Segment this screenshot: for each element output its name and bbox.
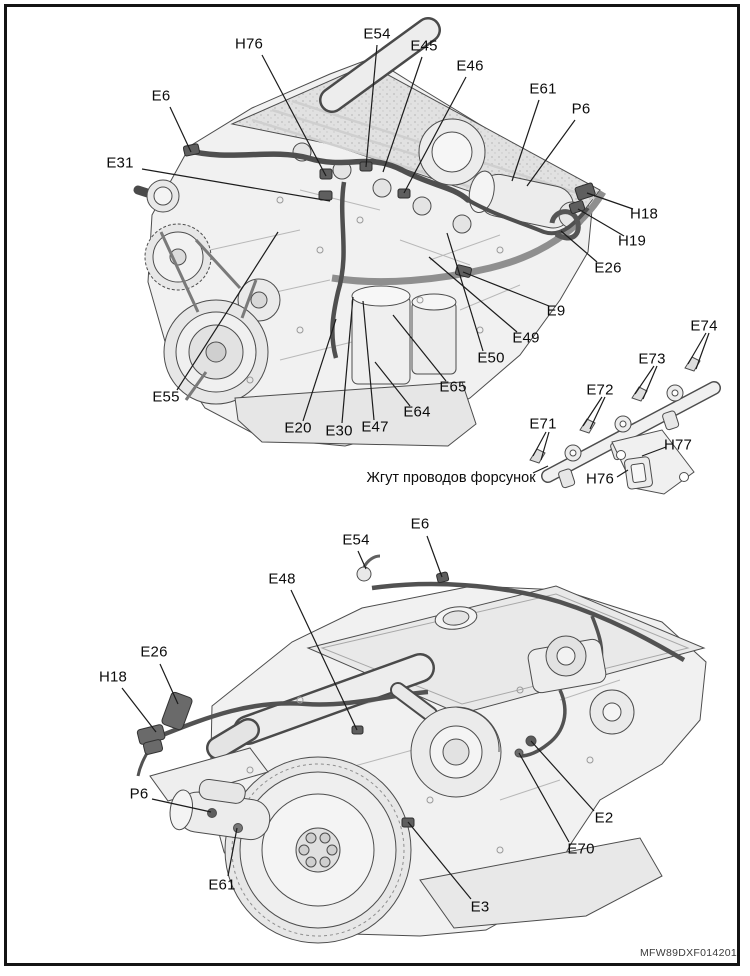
- callout-fig1-E9: E9: [546, 302, 566, 320]
- callout-harness-E72: E72: [586, 381, 614, 399]
- callout-fig2-E54: E54: [342, 531, 370, 549]
- callout-fig2-E61: E61: [208, 876, 236, 894]
- callout-fig1-E54: E54: [363, 25, 391, 43]
- callout-fig2-E2: E2: [594, 809, 614, 827]
- callout-fig1-E50: E50: [477, 349, 505, 367]
- callout-fig1-E47: E47: [361, 418, 389, 436]
- callout-fig1-E61: E61: [529, 80, 557, 98]
- callout-fig1-E46: E46: [456, 57, 484, 75]
- callout-fig1-E20: E20: [284, 419, 312, 437]
- callout-fig2-E3: E3: [470, 898, 490, 916]
- callout-fig1-H76: H76: [234, 35, 264, 53]
- callout-fig1-E55: E55: [152, 388, 180, 406]
- callout-harness-E73: E73: [638, 350, 666, 368]
- callout-fig2-E26: E26: [140, 643, 168, 661]
- callout-harness-E71: E71: [529, 415, 557, 433]
- callout-fig1-E6: E6: [151, 87, 171, 105]
- callout-fig1-E64: E64: [403, 403, 431, 421]
- callout-fig1-E30: E30: [325, 422, 353, 440]
- callout-fig1-E26: E26: [594, 259, 622, 277]
- callout-fig1-H18: H18: [629, 205, 659, 223]
- callout-fig1-H19: H19: [617, 232, 647, 250]
- callout-harness-H77: H77: [663, 436, 693, 454]
- callout-fig1-E65: E65: [439, 378, 467, 396]
- callout-fig2-P6: P6: [129, 785, 149, 803]
- callout-fig2-E70: E70: [567, 840, 595, 858]
- callout-fig2-E48: E48: [268, 570, 296, 588]
- callout-fig1-E49: E49: [512, 329, 540, 347]
- callout-harness-E74: E74: [690, 317, 718, 335]
- callout-fig1-E31: E31: [106, 154, 134, 172]
- harness-caption: Жгут проводов форсунок: [366, 469, 536, 486]
- callout-fig1-E45: E45: [410, 37, 438, 55]
- callout-fig1-P6: P6: [571, 100, 591, 118]
- callout-harness-H76: H76: [585, 470, 615, 488]
- callout-fig2-E6: E6: [410, 515, 430, 533]
- callout-fig2-H18: H18: [98, 668, 128, 686]
- figure-code: MFW89DXF014201: [640, 947, 737, 959]
